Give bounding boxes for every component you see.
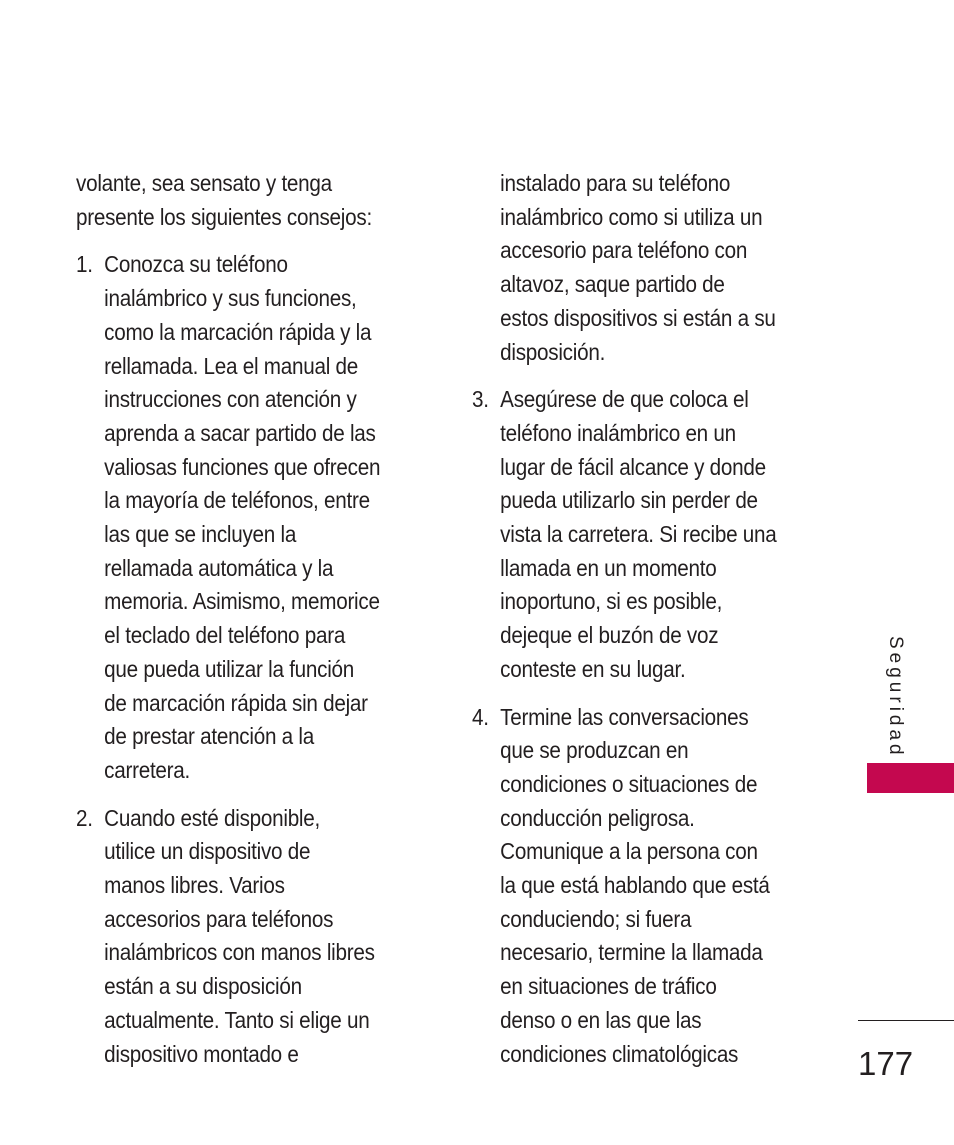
text-line: vista la carretera. Si recibe una	[500, 521, 777, 548]
text-line: las que se incluyen la	[104, 521, 297, 548]
list-item-text	[500, 701, 815, 1072]
list-item-text	[104, 802, 419, 1072]
section-tab-label: Seguridad	[885, 636, 906, 759]
left-column	[76, 167, 419, 1071]
text-line: en situaciones de tráfico	[500, 973, 717, 1000]
text-line: la mayoría de teléfonos, entre	[104, 487, 370, 514]
text-line: instalado para su teléfono	[500, 170, 731, 196]
list-item-3	[472, 383, 815, 686]
section-tab-accent	[867, 763, 954, 793]
text-line: disposición.	[500, 338, 606, 365]
text-line: llamada en un momento	[500, 554, 717, 581]
list-item-4	[472, 701, 815, 1072]
list-item-text	[104, 248, 419, 787]
text-line: manos libres. Varios	[104, 872, 285, 899]
right-column	[472, 167, 815, 1071]
intro-line: volante, sea sensato y tenga	[76, 170, 332, 196]
text-line: valiosas funciones que ofrecen	[104, 453, 381, 480]
text-line: conducción peligrosa.	[500, 804, 695, 831]
text-line: la que está hablando que está	[500, 872, 770, 899]
text-line: estos dispositivos si están a su	[500, 304, 776, 331]
text-line: condiciones o situaciones de	[500, 770, 758, 797]
text-line: altavoz, saque partido de	[500, 271, 725, 298]
text-line: están a su disposición	[104, 973, 302, 1000]
text-line: accesorios para teléfonos	[104, 905, 334, 932]
text-line: de prestar atención a la	[104, 723, 314, 750]
text-line: aprenda a sacar partido de las	[104, 419, 376, 446]
text-line: como la marcación rápida y la	[104, 318, 372, 345]
text-line: accesorio para teléfono con	[500, 237, 748, 264]
text-line: instrucciones con atención y	[104, 386, 357, 413]
list-item-text	[500, 383, 815, 686]
text-line: memoria. Asimismo, memorice	[104, 588, 380, 615]
text-line: actualmente. Tanto si elige un	[104, 1006, 370, 1033]
list-item-1	[76, 248, 419, 787]
list-number: 2.	[76, 804, 93, 831]
text-line: inalámbrico como si utiliza un	[500, 203, 763, 230]
text-line: rellamada automática y la	[104, 554, 334, 581]
text-line: de marcación rápida sin dejar	[104, 689, 368, 716]
text-line: denso o en las que las	[500, 1006, 702, 1033]
text-line: rellamada. Lea el manual de	[104, 352, 358, 379]
list-number: 3.	[472, 386, 489, 413]
text-line: conteste en su lugar.	[500, 655, 686, 682]
text-line: que se produzcan en	[500, 737, 689, 764]
text-line: pueda utilizarlo sin perder de	[500, 487, 758, 514]
text-line: lugar de fácil alcance y donde	[500, 453, 766, 480]
intro-line: presente los siguientes consejos:	[76, 203, 372, 230]
text-line: Conozca su teléfono	[104, 251, 288, 278]
text-line: Termine las conversaciones	[500, 703, 749, 730]
text-line: Asegúrese de que coloca el	[500, 386, 749, 413]
text-line: inalámbrico y sus funciones,	[104, 285, 357, 312]
text-line: conduciendo; si fuera	[500, 905, 692, 932]
text-line: Cuando esté disponible,	[104, 804, 320, 831]
text-line: dispositivo montado e	[104, 1040, 299, 1067]
list-number: 1.	[76, 251, 93, 278]
text-line: inalámbricos con manos libres	[104, 939, 375, 966]
text-line: necesario, termine la llamada	[500, 939, 763, 966]
page-number-rule	[858, 1020, 954, 1021]
list-item-2	[76, 802, 419, 1072]
text-line: Comunique a la persona con	[500, 838, 758, 865]
text-line: inoportuno, si es posible,	[500, 588, 723, 615]
continuation-text	[472, 167, 815, 369]
list-number: 4.	[472, 703, 489, 730]
text-line: utilice un dispositivo de	[104, 838, 311, 865]
text-line: que pueda utilizar la función	[104, 655, 355, 682]
text-line: condiciones climatológicas	[500, 1040, 739, 1067]
text-line: dejeque el buzón de voz	[500, 622, 719, 649]
text-line: el teclado del teléfono para	[104, 622, 346, 649]
text-line: carretera.	[104, 756, 191, 783]
page-number: 177	[858, 1045, 914, 1082]
text-line: teléfono inalámbrico en un	[500, 419, 736, 446]
